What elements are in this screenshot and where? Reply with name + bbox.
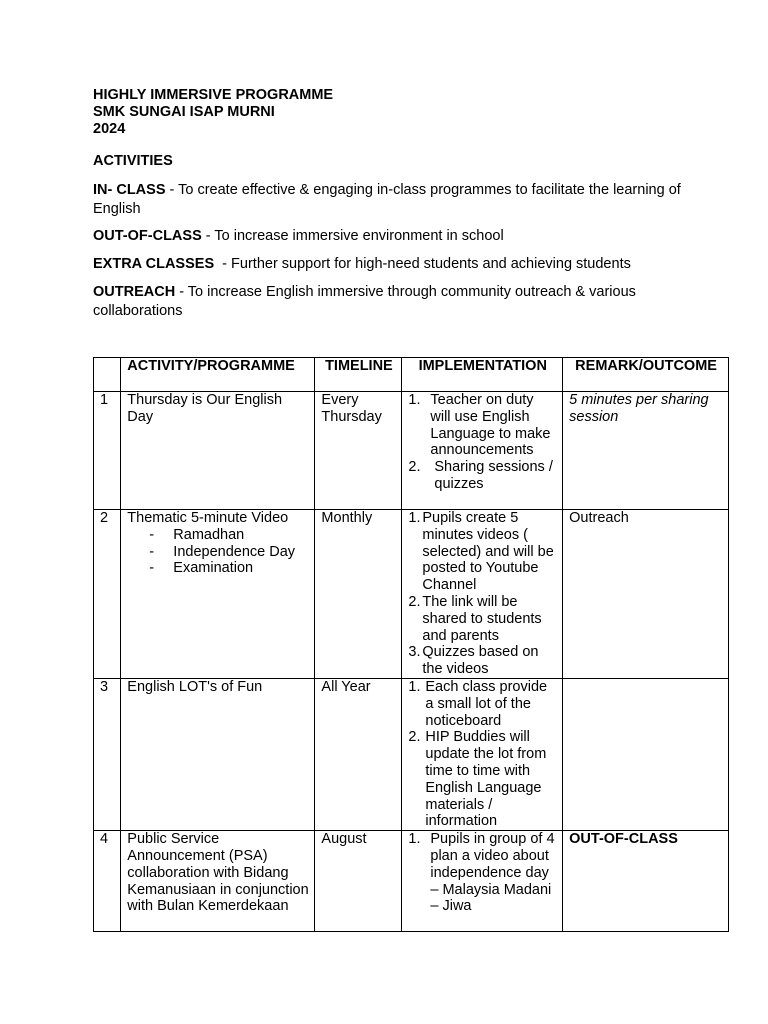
item-text: Each class provide a small lot of the noticeboard <box>425 678 548 729</box>
activity-cell <box>121 678 315 830</box>
implementation-list <box>408 392 557 493</box>
subitem-text: Independence Day <box>173 543 296 560</box>
item-number: 2. <box>408 593 421 610</box>
implementation-cell <box>402 678 563 830</box>
extra-classes-text: - Further support for high-need students and achieving students <box>214 256 631 272</box>
out-of-class-label: OUT-OF-CLASS <box>93 228 202 244</box>
column-header-activity: ACTIVITY/PROGRAMME <box>121 358 315 392</box>
implementation-item <box>408 459 557 493</box>
item-text: Pupils create 5 minutes videos ( selected) and will be posted to Youtube Channel <box>422 510 554 594</box>
in-class-text: - To create effective & engaging in-class programmes to facilitate the learning of English <box>93 182 681 217</box>
item-text: Teacher on duty will use English Language to make announcements <box>430 392 551 459</box>
out-of-class-text: - To increase immersive environment in school <box>201 228 504 244</box>
item-text: HIP Buddies will update the lot from time to time with English Language materials / information <box>425 729 547 830</box>
implementation-item <box>408 392 557 459</box>
item-text: Sharing sessions / quizzes <box>434 459 553 492</box>
extra-classes-label: EXTRA CLASSES <box>93 256 215 272</box>
implementation-cell <box>402 392 563 510</box>
implementation-item <box>408 594 557 644</box>
remark-cell: OUT-OF-CLASS <box>563 831 729 932</box>
item-number: 2. <box>408 729 421 746</box>
programme-title: HIGHLY IMMERSIVE PROGRAMME <box>93 87 334 103</box>
dash-icon: - <box>149 543 155 560</box>
implementation-item <box>408 644 557 678</box>
activity-sublist <box>127 527 309 577</box>
timeline-cell: All Year <box>315 678 402 830</box>
item-number: 1. <box>408 831 421 848</box>
out-of-class-paragraph <box>93 227 693 246</box>
implementation-item <box>408 831 557 915</box>
activity-cell <box>121 831 315 932</box>
implementation-list <box>408 831 557 915</box>
item-text: Pupils in group of 4 plan a video about independence day – Malaysia Madani – Jiwa <box>430 831 555 915</box>
remark-cell: Outreach <box>563 510 729 679</box>
dash-icon: - <box>149 560 155 577</box>
activity-name: Public Service Announcement (PSA) collaboration with Bidang Kemanusiaan in conjunction with Bulan Kemerdekaan <box>127 831 309 915</box>
school-name: SMK SUNGAI ISAP MURNI <box>93 104 275 120</box>
timeline-cell: Monthly <box>315 510 402 679</box>
dash-icon: - <box>149 526 155 543</box>
table-row <box>94 678 729 830</box>
table-header-row <box>94 358 729 392</box>
implementation-item <box>408 510 557 594</box>
item-number: 2. <box>408 459 421 476</box>
programme-year: 2024 <box>93 121 126 137</box>
implementation-list <box>408 679 557 830</box>
row-number: 4 <box>94 831 121 932</box>
remark-cell: 5 minutes per sharing session <box>563 392 729 510</box>
item-number: 1. <box>408 392 421 408</box>
extra-classes-paragraph <box>93 255 693 274</box>
item-number: 1. <box>408 510 421 526</box>
column-header-implementation: IMPLEMENTATION <box>402 358 563 392</box>
outreach-text: - To increase English immersive through community outreach & various collaborations <box>93 284 636 319</box>
column-header-number <box>94 358 121 392</box>
row-number: 3 <box>94 678 121 830</box>
column-header-remark: REMARK/OUTCOME <box>563 358 729 392</box>
activity-name: English LOT's of Fun <box>127 678 263 695</box>
timeline-cell: Every Thursday <box>315 392 402 510</box>
implementation-item <box>408 679 557 729</box>
timeline-cell: August <box>315 831 402 932</box>
activity-name: Thursday is Our English Day <box>127 392 283 425</box>
table-row <box>94 831 729 932</box>
activities-heading: ACTIVITIES <box>93 153 173 169</box>
activity-cell <box>121 510 315 679</box>
item-text: Quizzes based on the videos <box>422 644 539 678</box>
activity-subitem <box>127 527 309 544</box>
item-number: 1. <box>408 678 421 695</box>
column-header-timeline: TIMELINE <box>315 358 402 392</box>
item-number: 3. <box>408 644 421 661</box>
activity-subitem <box>127 544 309 561</box>
table-row <box>94 392 729 510</box>
subitem-text: Ramadhan <box>173 526 245 543</box>
row-number: 1 <box>94 392 121 510</box>
in-class-label: IN- CLASS <box>93 182 166 198</box>
subitem-text: Examination <box>173 560 254 577</box>
document-header <box>93 87 333 138</box>
activity-name: Thematic 5-minute Video <box>127 510 289 526</box>
outreach-label: OUTREACH <box>93 284 176 300</box>
in-class-paragraph <box>93 181 693 219</box>
remark-cell <box>563 678 729 830</box>
table-row <box>94 510 729 679</box>
item-text: The link will be shared to students and parents <box>422 593 542 644</box>
activity-subitem <box>127 560 309 577</box>
row-number: 2 <box>94 510 121 679</box>
implementation-cell <box>402 510 563 679</box>
activities-table <box>93 357 729 932</box>
implementation-cell <box>402 831 563 932</box>
implementation-list <box>408 510 557 678</box>
implementation-item <box>408 729 557 830</box>
activity-cell <box>121 392 315 510</box>
outreach-paragraph <box>93 283 693 321</box>
